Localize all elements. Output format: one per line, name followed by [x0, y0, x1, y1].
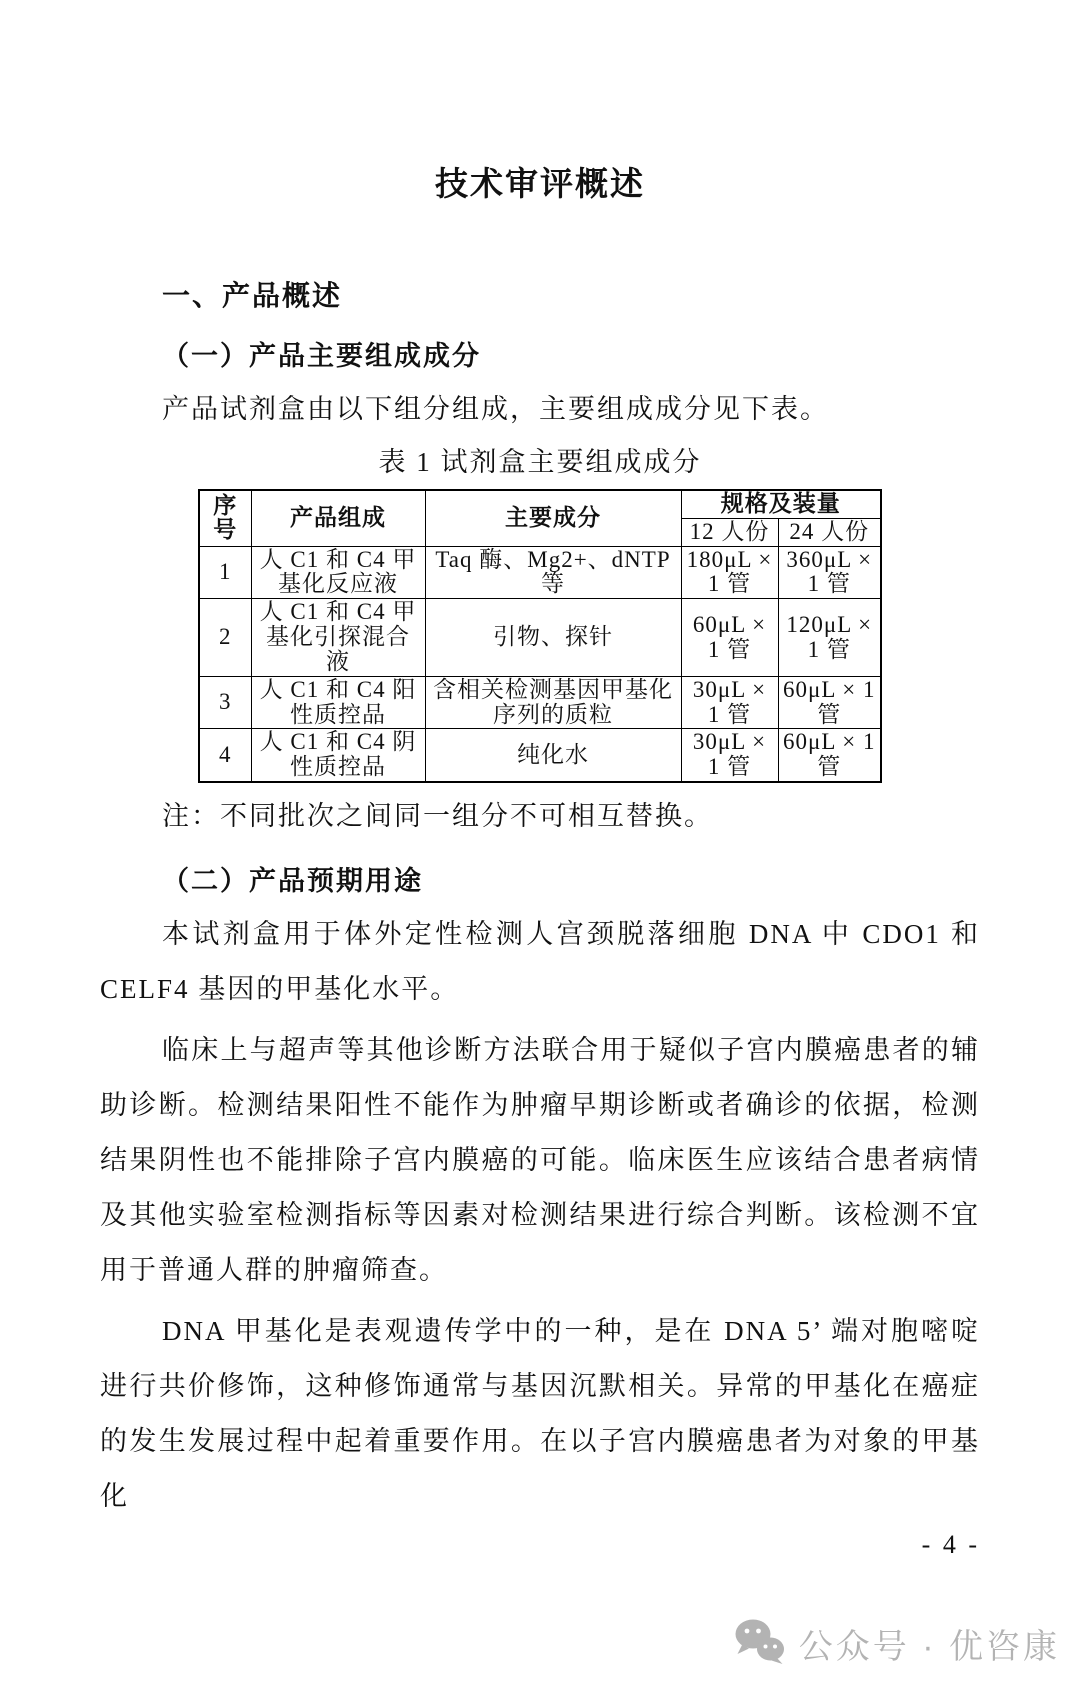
document-page: [0, 162, 1080, 1564]
table-cell-component: 人 C1 和 C4 甲基化引探混合液: [251, 599, 425, 676]
table-cell-component: 人 C1 和 C4 阴性质控品: [251, 729, 425, 782]
table-cell-spec24: 120μL × 1 管: [778, 599, 881, 676]
paragraph-intro: 产品试剂盒由以下组分组成，主要组成成分见下表。: [162, 394, 829, 424]
table-cell-ingredients: 纯化水: [425, 729, 681, 782]
table-cell-spec12: 30μL × 1 管: [681, 729, 778, 782]
table-row: [199, 599, 881, 676]
watermark-text: 公众号 · 优咨康: [798, 1628, 1060, 1666]
table-cell-spec24: 360μL × 1 管: [778, 546, 881, 599]
table-cell-no: 2: [199, 599, 251, 676]
table-row: [199, 676, 881, 729]
table-cell-spec12: 30μL × 1 管: [681, 676, 778, 729]
subsection-heading-1-1: （一）产品主要组成成分: [162, 341, 481, 371]
table-body: [199, 546, 881, 782]
table-caption: 表 1 试剂盒主要组成成分: [378, 447, 702, 477]
table-cell-spec24: 60μL × 1 管: [778, 729, 881, 782]
table-cell-spec12: 180μL × 1 管: [681, 546, 778, 599]
table-row: [199, 729, 881, 782]
section-heading-1: 一、产品概述: [162, 280, 343, 311]
table-cell-ingredients: 含相关检测基因甲基化序列的质粒: [425, 676, 681, 729]
table-cell-no: 1: [199, 546, 251, 599]
table-header-row-1: [199, 490, 881, 518]
table-cell-ingredients: 引物、探针: [425, 599, 681, 676]
page-title: 技术审评概述: [435, 167, 645, 203]
table-header-spec-group: 规格及装量: [681, 490, 881, 518]
footer-watermark: [733, 1618, 1060, 1669]
table-cell-ingredients: Taq 酶、Mg2+、dNTP 等: [425, 546, 681, 599]
table-cell-spec12: 60μL × 1 管: [681, 599, 778, 676]
table-cell-spec24: 60μL × 1 管: [778, 676, 881, 729]
table-note: 注：不同批次之间同一组分不可相互替换。: [162, 801, 713, 832]
table-cell-no: 3: [199, 676, 251, 729]
table-header-spec12: 12 人份: [681, 518, 778, 546]
table-cell-component: 人 C1 和 C4 甲基化反应液: [251, 546, 425, 599]
table-header-component: 产品组成: [251, 490, 425, 546]
table-header-spec24: 24 人份: [778, 518, 881, 546]
table-row: [199, 546, 881, 599]
subsection-heading-1-2: （二）产品预期用途: [162, 866, 423, 897]
paragraph-clinical: 临床上与超声等其他诊断方法联合用于疑似子宫内膜癌患者的辅助诊断。检测结果阳性不能作为肿瘤早期诊断或者确诊的依据，检测结果阴性也不能排除子宫内膜癌的可能。临床医生应该结合患者病情及其他实验室检测指标等因素对检测结果进行综合判断。该检测不宜用于普通人群的肿瘤筛查。: [100, 1035, 980, 1286]
paragraph-dna-methylation: DNA 甲基化是表观遗传学中的一种，是在 DNA 5’ 端对胞嘧啶进行共价修饰，这种修饰通常与基因沉默相关。异常的甲基化在癌症的发生发展过程中起着重要作用。在以子宫内膜癌患者为对象的甲基化: [100, 1316, 980, 1512]
components-table: [198, 489, 882, 783]
table-cell-no: 4: [199, 729, 251, 782]
table-header-ingredients: 主要成分: [425, 490, 681, 546]
paragraph-intended-use: 本试剂盒用于体外定性检测人宫颈脱落细胞 DNA 中 CDO1 和 CELF4 基因的甲基化水平。: [100, 919, 980, 1005]
wechat-icon: [733, 1618, 787, 1669]
table-header-no: 序号: [199, 490, 251, 546]
table-cell-component: 人 C1 和 C4 阳性质控品: [251, 676, 425, 729]
page-number: - 4 -: [921, 1530, 980, 1560]
